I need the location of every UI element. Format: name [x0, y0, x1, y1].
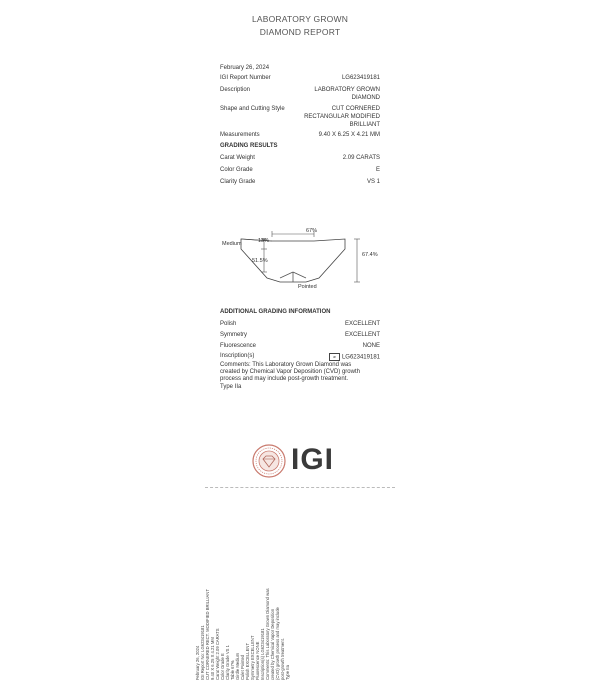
- stub-line: Type IIa: [285, 665, 290, 680]
- fluorescence-value: NONE: [362, 343, 380, 349]
- polish-label: Polish: [220, 321, 237, 327]
- shape-value-2: RECTANGULAR MODIFIED: [304, 114, 380, 120]
- carat-value: 2.09 CARATS: [342, 155, 380, 161]
- comments-line-3: process and may include post-growth treatment.: [220, 376, 349, 383]
- polish-value: EXCELLENT: [344, 321, 380, 327]
- fluorescence-label: Fluorescence: [220, 343, 257, 349]
- stub-line: Girdle Medium: [235, 652, 240, 680]
- stub-line: Polish EXCELLENT: [245, 642, 250, 680]
- stub-line: created by Chemical Vapor Deposition: [270, 608, 275, 680]
- stub-line: Carat Weight 2.09 CARATS: [215, 628, 220, 680]
- symmetry-label: Symmetry: [220, 332, 247, 338]
- measurements-label: Measurements: [220, 132, 260, 138]
- comments-line-1: Comments: This Laboratory Grown Diamond was: [220, 362, 352, 368]
- measurements-value: 9.40 X 6.25 X 4.21 MM: [318, 132, 380, 138]
- stub-line: Table 67%: [230, 660, 235, 680]
- report-stub: [195, 588, 290, 680]
- description-label: Description: [220, 87, 251, 93]
- stub-line: Inscription(s) LG623419181: [260, 628, 265, 680]
- crown-percent: 13%: [258, 238, 270, 244]
- perforation-line: [205, 487, 395, 488]
- stub-line: Clarity Grade VS 1: [225, 645, 230, 680]
- stub-line: 9.40 X 6.25 X 4.21 MM: [210, 637, 215, 680]
- stub-line: February 26, 2024: [195, 645, 200, 680]
- pavilion-percent: 51.5%: [252, 258, 268, 264]
- report-number-label: IGI Report Number: [220, 75, 271, 81]
- stub-line: (CVD) growth process and may include: [275, 607, 280, 680]
- stub-line: Color Grade E: [220, 653, 225, 680]
- report-date: February 26, 2024: [220, 65, 270, 71]
- description-value-2: DIAMOND: [351, 95, 380, 101]
- carat-label: Carat Weight: [220, 155, 255, 161]
- inscription-value: ⌀ LG623419181: [329, 353, 380, 361]
- stub-line: Fluorescence NONE: [255, 641, 260, 680]
- stub-line: CUT CORNERED RECT. MODIFIED BRILLIANT: [205, 589, 210, 680]
- grading-results-heading: GRADING RESULTS: [220, 143, 278, 149]
- girdle-label: Medium: [222, 241, 242, 247]
- stub-line: Comments: This Laboratory Grown Diamond was: [265, 588, 270, 680]
- additional-heading: ADDITIONAL GRADING INFORMATION: [220, 309, 331, 315]
- shape-label: Shape and Cutting Style: [220, 106, 285, 112]
- report-title-line1: LABORATORY GROWN: [251, 14, 349, 24]
- color-value: E: [375, 167, 380, 173]
- stub-line: Symmetry EXCELLENT: [250, 635, 255, 680]
- shape-value-3: BRILLIANT: [349, 122, 380, 128]
- report-number-value: LG623419181: [341, 75, 380, 81]
- description-value-1: LABORATORY GROWN: [314, 87, 380, 93]
- comments-line-4: Type IIa: [220, 383, 242, 390]
- clarity-label: Clarity Grade: [220, 179, 256, 185]
- clarity-value: VS 1: [366, 179, 380, 185]
- inscription-label: Inscription(s): [220, 353, 255, 359]
- laser-inscription-icon: ⌀: [329, 353, 340, 361]
- igi-logo-text: IGI: [291, 443, 335, 476]
- culet-label: Pointed: [298, 284, 317, 290]
- igi-seal-icon: [252, 444, 286, 478]
- stub-line: post-growth treatment.: [280, 638, 285, 680]
- report-title-line2: DIAMOND REPORT: [259, 27, 341, 37]
- depth-percent: 67.4%: [362, 252, 378, 258]
- comments-block: [220, 362, 390, 391]
- stub-line: Culet Pointed: [240, 654, 245, 680]
- comments-line-2: created by Chemical Vapor Deposition (CVD) growth: [220, 369, 360, 376]
- stub-line: IGI Report No: LG623419181: [200, 625, 205, 680]
- shape-value-1: CUT CORNERED: [331, 106, 380, 112]
- color-label: Color Grade: [220, 167, 253, 173]
- table-percent: 67%: [306, 228, 318, 234]
- symmetry-value: EXCELLENT: [344, 332, 380, 338]
